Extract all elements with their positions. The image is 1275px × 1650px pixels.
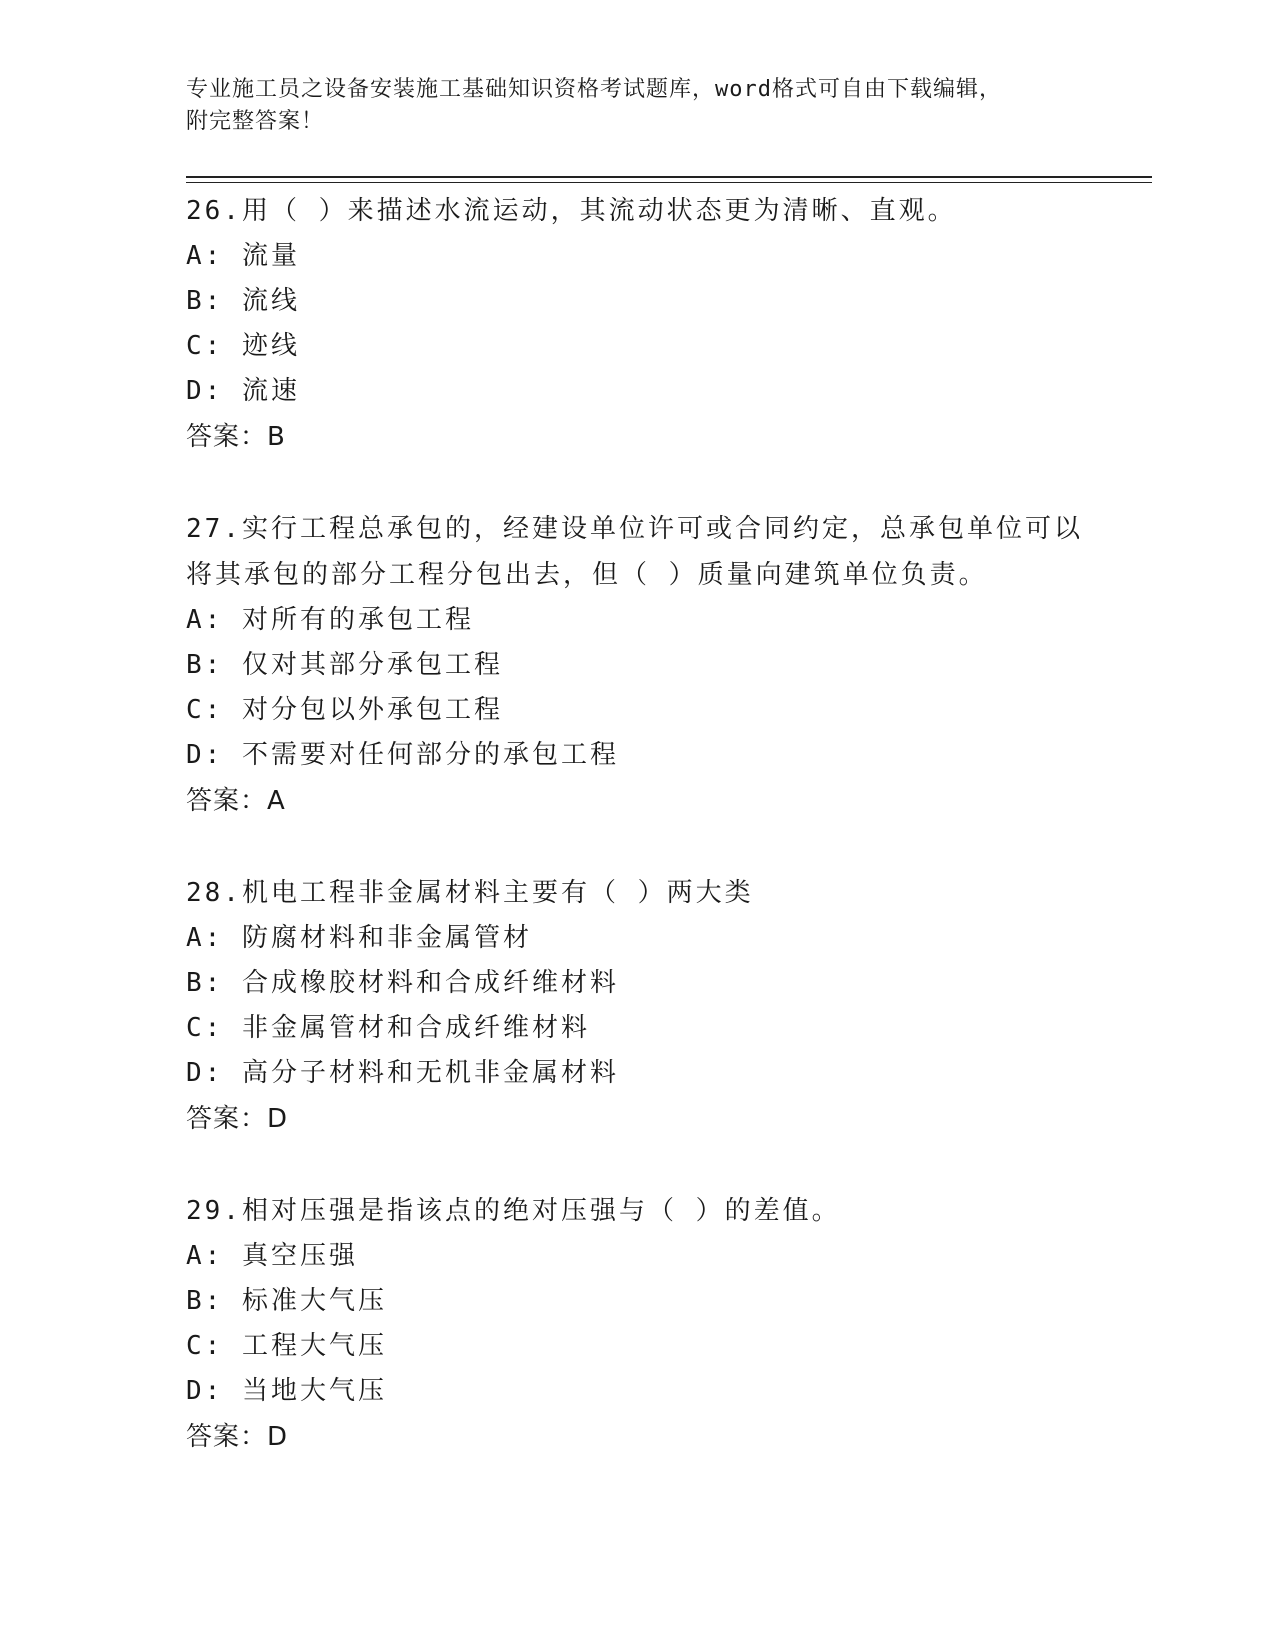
document-header <box>186 74 1066 138</box>
header-divider-thick <box>186 176 1152 178</box>
option-c: C: 对分包以外承包工程 <box>186 695 503 725</box>
question-text-continued: 将其承包的部分工程分包出去，但（ ）质量向建筑单位负责。 <box>186 560 988 590</box>
header-line-2: 附完整答案！ <box>186 109 325 134</box>
option-b: B: 仅对其部分承包工程 <box>186 650 503 680</box>
question-text: 29.相对压强是指该点的绝对压强与（ ）的差值。 <box>186 1196 841 1226</box>
question-27 <box>186 506 1116 824</box>
option-a: A: 流量 <box>186 241 300 271</box>
question-29 <box>186 1188 1116 1460</box>
header-divider-thin <box>186 182 1152 183</box>
option-b: B: 流线 <box>186 286 300 316</box>
answer: 答案：B <box>186 422 286 452</box>
option-c: C: 非金属管材和合成纤维材料 <box>186 1013 590 1043</box>
option-b: B: 标准大气压 <box>186 1286 387 1316</box>
option-a: A: 防腐材料和非金属管材 <box>186 923 532 953</box>
question-text: 27.实行工程总承包的，经建设单位许可或合同约定，总承包单位可以 <box>186 514 1083 544</box>
question-text: 28.机电工程非金属材料主要有（ ）两大类 <box>186 878 754 908</box>
option-a: A: 对所有的承包工程 <box>186 605 474 635</box>
question-list <box>186 188 1116 1506</box>
option-b: B: 合成橡胶材料和合成纤维材料 <box>186 968 619 998</box>
option-a: A: 真空压强 <box>186 1241 358 1271</box>
option-d: D: 当地大气压 <box>186 1376 387 1406</box>
option-c: C: 工程大气压 <box>186 1331 387 1361</box>
option-c: C: 迹线 <box>186 331 300 361</box>
option-d: D: 不需要对任何部分的承包工程 <box>186 740 619 770</box>
question-28 <box>186 870 1116 1142</box>
option-d: D: 流速 <box>186 376 300 406</box>
answer: 答案：A <box>186 786 286 816</box>
option-d: D: 高分子材料和无机非金属材料 <box>186 1058 619 1088</box>
answer: 答案：D <box>186 1422 289 1452</box>
answer: 答案：D <box>186 1104 289 1134</box>
header-line-1: 专业施工员之设备安装施工基础知识资格考试题库，word格式可自由下载编辑， <box>186 77 1002 102</box>
question-text: 26.用（ ）来描述水流运动，其流动状态更为清晰、直观。 <box>186 196 957 226</box>
question-26 <box>186 188 1116 460</box>
